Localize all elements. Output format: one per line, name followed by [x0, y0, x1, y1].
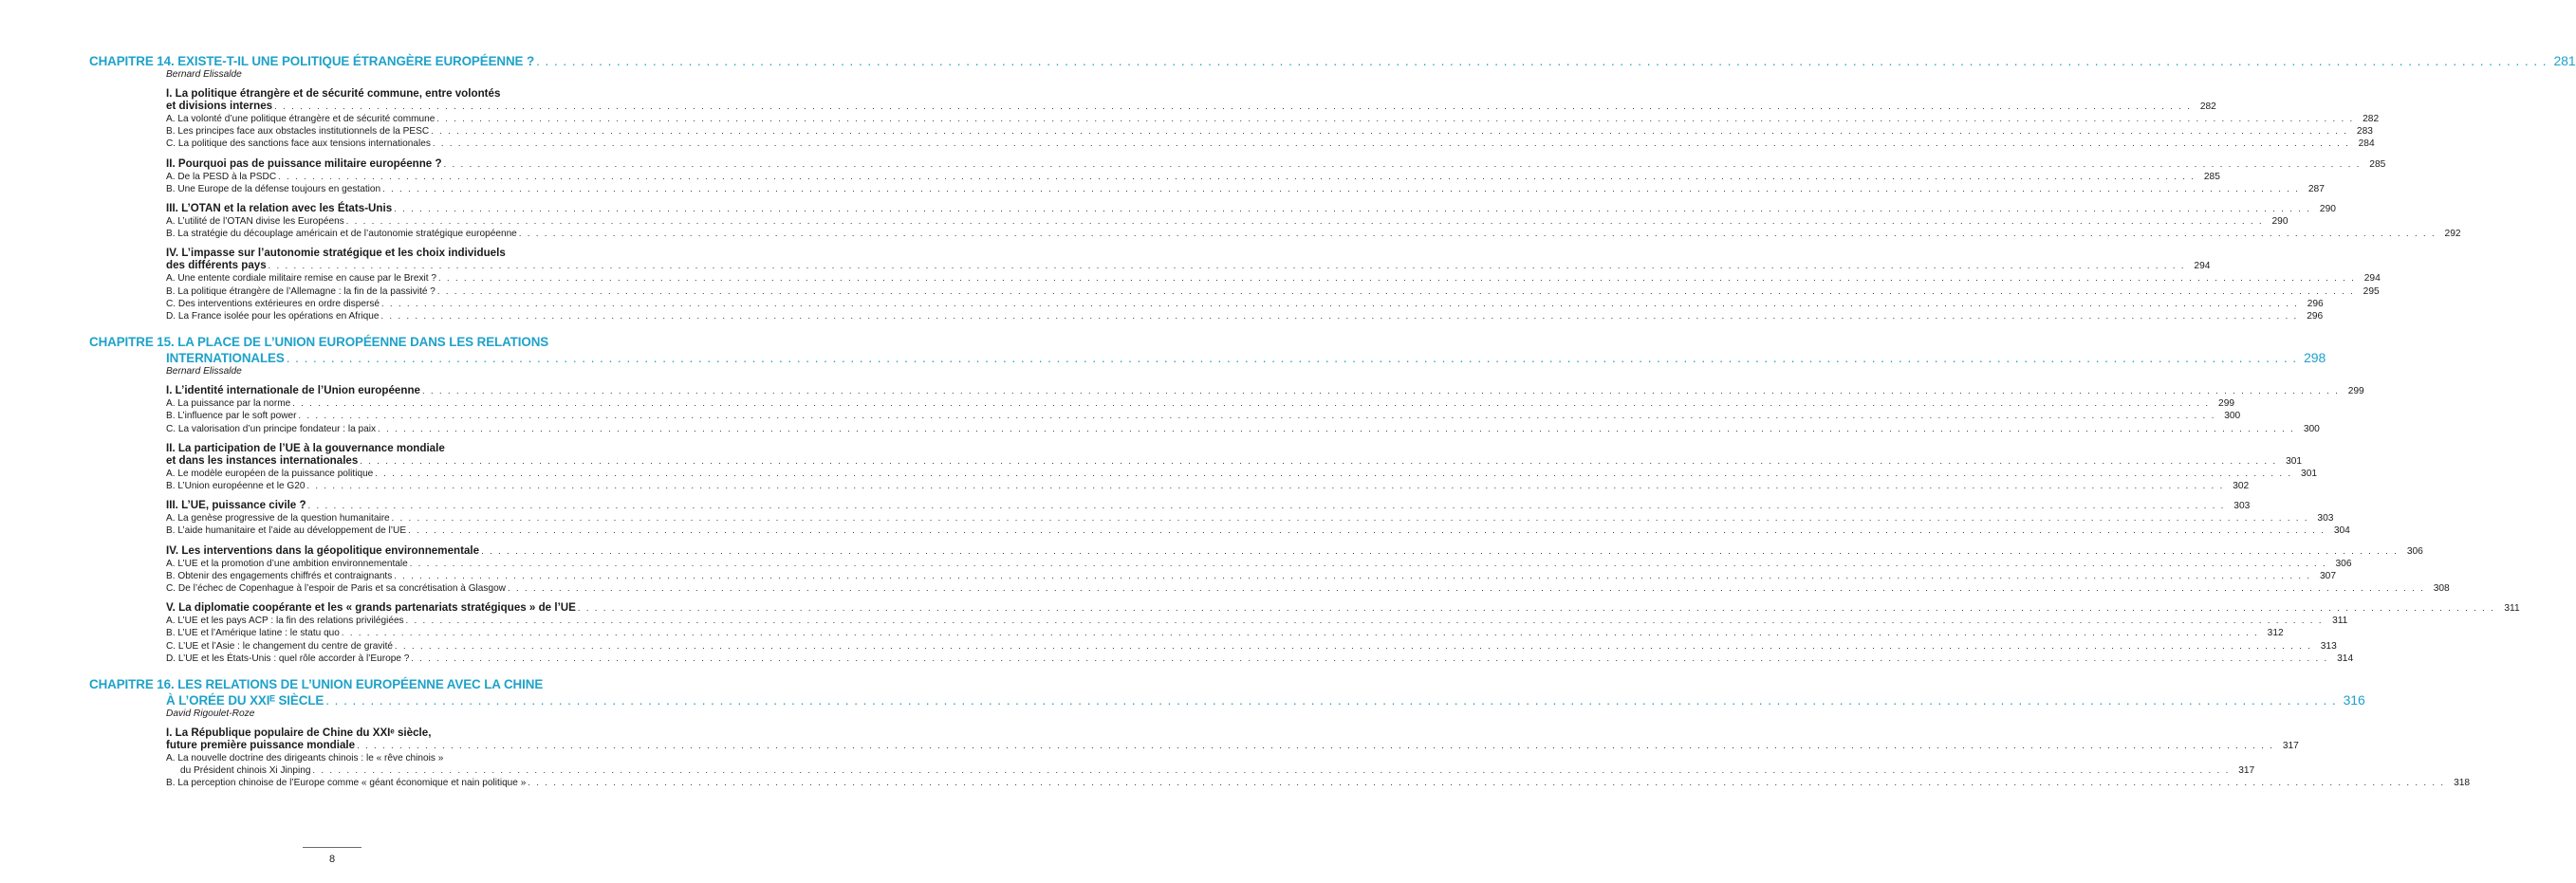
chapter-15: [89, 334, 2520, 665]
section-title[interactable]: III. L’UE, puissance civile ? . . . 303: [166, 499, 607, 512]
toc-entry[interactable]: A. La volonté d’une politique étrangère et de sécurité commune . . . 282: [166, 113, 607, 125]
section: [166, 727, 2471, 790]
chapter-author: Bernard Elissalde: [166, 366, 242, 377]
chapter-title[interactable]: CHAPITRE 15. LA PLACE DE L’UNION EUROPÉENNE DANS LES RELATIONS INTERNATIONALES . . . 298: [89, 334, 607, 366]
section-title[interactable]: IV. L’impasse sur l’autonomie stratégique et les choix individuels des différents pays . . . 294: [166, 247, 607, 272]
toc-entry[interactable]: D. La France isolée pour les opérations en Afrique . . . 296: [166, 310, 607, 322]
toc-entry[interactable]: C. La politique des sanctions face aux tensions internationales . . . 284: [166, 138, 607, 150]
toc-entry[interactable]: B. Les principes face aux obstacles institutionnels de la PESC . . . 283: [166, 125, 607, 138]
toc-entry[interactable]: A. Le modèle européen de la puissance politique . . . 301: [166, 468, 607, 480]
footer-divider: [303, 847, 361, 848]
section: [166, 384, 2364, 435]
toc-entry[interactable]: B. Obtenir des engagements chiffrés et contraignants . . . 307: [166, 570, 607, 582]
toc-entry[interactable]: C. L’UE et l’Asie : le changement du centre de gravité . . . 313: [166, 640, 607, 653]
toc-entry[interactable]: B. L’influence par le soft power . . . 300: [166, 410, 607, 422]
toc-entry[interactable]: B. L’Union européenne et le G20 . . . 302: [166, 480, 607, 492]
toc-entry[interactable]: B. La perception chinoise de l’Europe comme « géant économique et nain politique » . . . 318: [166, 777, 607, 789]
section: [166, 441, 2318, 492]
chapter-page: 298: [2304, 350, 2326, 366]
section: [166, 87, 2380, 151]
toc-entry[interactable]: A. Une entente cordiale militaire remise en cause par le Brexit ? . . . 294: [166, 272, 607, 285]
chapter-title[interactable]: CHAPITRE 14. EXISTE-T-IL UNE POLITIQUE ÉTRANGÈRE EUROPÉENNE ? . . . 281: [89, 53, 607, 69]
section-title[interactable]: I. La République populaire de Chine du XXIᵉ siècle, future première puissance mondiale . . . 317: [166, 727, 607, 752]
section: [166, 247, 2381, 322]
section-title[interactable]: II. Pourquoi pas de puissance militaire européenne ? . . . 285: [166, 157, 607, 171]
chapter-16: [89, 676, 2471, 790]
section: [166, 601, 2520, 665]
chapter-title[interactable]: CHAPITRE 16. LES RELATIONS DE L’UNION EUROPÉENNE AVEC LA CHINE À L’ORÉE DU XXIᴱ SIÈCLE . . . 316: [89, 676, 607, 708]
toc-entry[interactable]: A. La nouvelle doctrine des dirigeants chinois : le « rêve chinois » du Président chinois Xi Jinping . . . 317: [166, 752, 607, 777]
table-of-contents: [89, 53, 2576, 797]
section-title[interactable]: I. La politique étrangère et de sécurité commune, entre volontés et divisions internes . . . 282: [166, 87, 607, 113]
toc-entry[interactable]: A. La puissance par la norme . . . 299: [166, 397, 607, 410]
toc-entry[interactable]: D. L’UE et les États-Unis : quel rôle accorder à l’Europe ? . . . 314: [166, 653, 607, 665]
chapter-page: 316: [2343, 692, 2365, 708]
toc-entry[interactable]: B. La stratégie du découplage américain et de l’autonomie stratégique européenne . . . 292: [166, 228, 607, 240]
section-title[interactable]: I. L’identité internationale de l’Union européenne . . . 299: [166, 384, 607, 397]
toc-entry[interactable]: A. L’utilité de l’OTAN divise les Européens . . . 290: [166, 215, 607, 228]
toc-entry[interactable]: A. De la PESD à la PSDC . . . 285: [166, 171, 607, 183]
section: [166, 202, 2461, 240]
section-title[interactable]: V. La diplomatie coopérante et les « grands partenariats stratégiques » de l’UE . . . 311: [166, 601, 607, 615]
toc-entry[interactable]: C. Des interventions extérieures en ordre dispersé . . . 296: [166, 298, 607, 310]
section-title[interactable]: III. L’OTAN et la relation avec les États-Unis . . . 290: [166, 202, 607, 215]
chapter-page: 281: [2553, 53, 2576, 68]
toc-entry[interactable]: A. L’UE et la promotion d’une ambition environnementale . . . 306: [166, 558, 607, 570]
toc-entry[interactable]: A. L’UE et les pays ACP : la fin des relations privilégiées . . . 311: [166, 615, 607, 627]
section-title[interactable]: IV. Les interventions dans la géopolitique environnementale . . . 306: [166, 544, 607, 558]
page-number: 8: [328, 854, 336, 865]
chapter-author: David Rigoulet-Roze: [166, 708, 255, 720]
chapter-14: [89, 53, 2576, 322]
section: [166, 543, 2450, 596]
toc-entry[interactable]: B. Une Europe de la défense toujours en gestation . . . 287: [166, 183, 607, 195]
section: [166, 156, 2386, 195]
chapter-author: Bernard Elissalde: [166, 69, 242, 80]
toc-entry[interactable]: B. L’UE et l’Amérique latine : le statu quo . . . 312: [166, 627, 607, 639]
toc-entry[interactable]: C. La valorisation d’un principe fondateur : la paix . . . 300: [166, 423, 607, 435]
section: [166, 499, 2350, 537]
toc-entry[interactable]: B. L’aide humanitaire et l’aide au développement de l’UE . . . 304: [166, 524, 607, 537]
toc-entry[interactable]: A. La genèse progressive de la question humanitaire . . . 303: [166, 512, 607, 524]
toc-entry[interactable]: C. De l’échec de Copenhague à l’espoir de Paris et sa concrétisation à Glasgow . . . 308: [166, 582, 607, 595]
toc-entry[interactable]: B. La politique étrangère de l’Allemagne : la fin de la passivité ? . . . 295: [166, 285, 607, 298]
section-title[interactable]: II. La participation de l’UE à la gouvernance mondiale et dans les instances internationales . . . 301: [166, 442, 607, 468]
